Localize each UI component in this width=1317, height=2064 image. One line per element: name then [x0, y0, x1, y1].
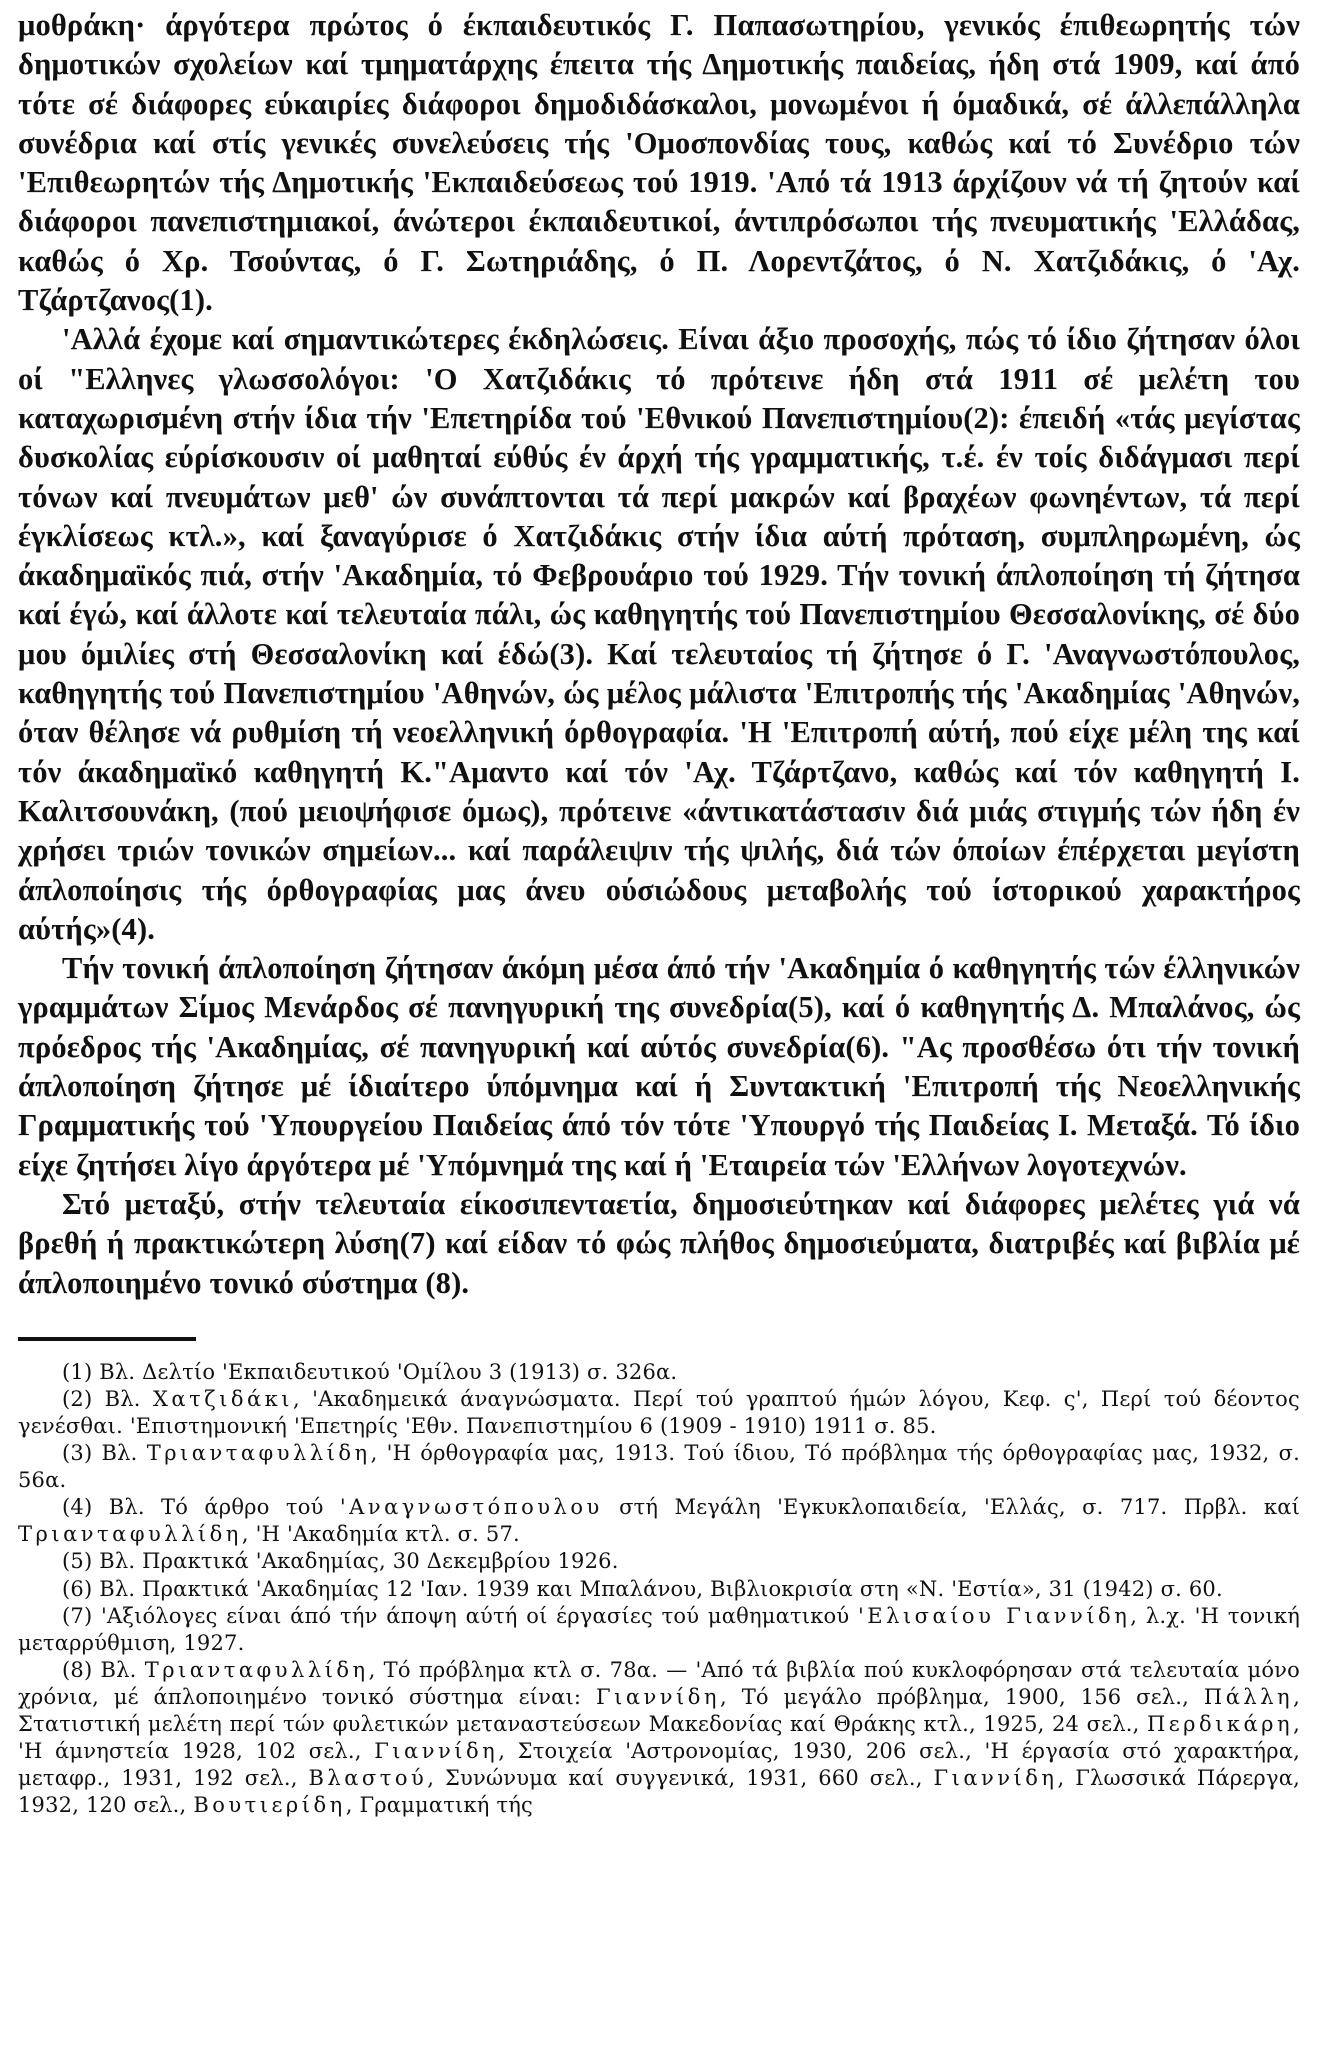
footnote-text: , Στατιστική μελέτη περί τών φυλετικών μεταναστεύσεων Μακεδονίας καί Θράκης κτλ., 1925, 24 σελ.,: [18, 1684, 1300, 1737]
spaced-author-name: Πάλλη: [1203, 1684, 1294, 1709]
spaced-author-name: Γιαννίδη: [933, 1766, 1058, 1791]
footnote: [18, 1657, 1300, 1820]
footnote-mark: (2): [62, 1386, 105, 1411]
spaced-author-name: Τριανταφυλλίδη: [144, 1657, 369, 1682]
footnote-text: Βλ.: [104, 1386, 153, 1411]
footnote-text: Βλ.: [101, 1441, 147, 1466]
footnote-mark: (7): [62, 1603, 102, 1628]
footnote: [18, 1603, 1300, 1657]
footnote-text: Βλ. Τό άρθρο τού: [108, 1495, 340, 1520]
spaced-author-name: Τριανταφυλλίδη: [146, 1441, 371, 1466]
footnote-text: , Γλωσσικά Πάρεργα, 1932, 120 σελ.,: [18, 1766, 1300, 1818]
footnote: [18, 1386, 1300, 1440]
spaced-author-name: 'Αναγνωστόπουλου: [339, 1495, 603, 1520]
footnote-text: , Στοιχεία 'Αστρονομίας, 1930, 206 σελ., 'Η έργασία στό χαρακτήρα, μεταφρ., 1931, 192 σελ.,: [18, 1739, 1300, 1791]
footnote-text: , Γραμματική τής: [345, 1793, 534, 1818]
footnote-text: Βλ. Πρακτικά 'Ακαδημίας 12 'Ιαν. 1939 και Μπαλάνου, Βιβλιοκρισία στη «Ν. 'Εστία», 31 (1942) σ. 60.: [99, 1576, 1223, 1601]
footnote: [18, 1576, 1300, 1603]
footnote-text: , Τό πρόβλημα κτλ σ. 78α. — 'Από τά βιβλία πού κυκλοφόρησαν στά τελευταία μόνο χρόνια, μέ άπλοποιημένο τονικό σύστημα είναι:: [18, 1657, 1300, 1709]
footnote-mark: (6): [62, 1576, 100, 1601]
footnote-text: , 'Η άμνηστεία 1928, 102 σελ.,: [18, 1712, 1300, 1764]
footnote-mark: (5): [62, 1549, 100, 1574]
spaced-author-name: Γιαννίδη: [596, 1684, 720, 1709]
footnote-mark: (3): [62, 1441, 102, 1466]
footnote-mark: (8): [62, 1657, 101, 1682]
footnote-text: , 'Η όρθογραφία μας, 1913. Τού ίδιου, Τό πρόβλημα τής όρθογραφίας μας, 1932, σ. 56α.: [18, 1441, 1300, 1493]
footnotes: [18, 1359, 1300, 1820]
footnote-mark: (4): [62, 1495, 109, 1520]
paragraph: Τήν τονική άπλοποίηση ζήτησαν άκόμη μέσα άπό τήν 'Ακαδημία ό καθηγητής τών έλληνικών γραμμάτων Σίμος Μενάρδος σέ πανηγυρική της συνεδρία(5), καί ό καθηγητής Δ. Μπαλάνος, ώς πρόεδρος τής 'Ακαδημίας, σέ πανηγυρική καί αύτός συνεδρία(6). "Ας προσθέσω ότι τήν τονική άπλοποίηση ζήτησε μέ ίδιαίτερο ύπόμνημα καί ή Συντακτική 'Επιτροπή τής Νεοελληνικής Γραμματικής τού 'Υπουργείου Παιδείας άπό τόν τότε 'Υπουργό τής Παιδείας Ι. Μεταξά. Τό ίδιο είχε ζητήσει λίγο άργότερα μέ 'Υπόμνημά της καί ή 'Εταιρεία τών 'Ελλήνων λογοτεχνών.: [18, 951, 1300, 1182]
footnote-text: , Συνώνυμα καί συγγενικά, 1931, 660 σελ.,: [427, 1766, 934, 1791]
footnote-text: , Τό μεγάλο πρόβλημα, 1900, 156 σελ.,: [720, 1684, 1204, 1709]
footnote: [18, 1494, 1300, 1548]
footnote-separator: [18, 1337, 196, 1341]
spaced-author-name: Βλαστού: [308, 1766, 428, 1791]
footnote-mark: (1): [62, 1359, 100, 1384]
book-page: [18, 6, 1300, 2056]
main-text: [18, 6, 1300, 1303]
spaced-author-name: Χατζιδάκι: [152, 1386, 294, 1411]
footnote-text: Βλ. Δελτίο 'Εκπαιδευτικού 'Ομίλου 3 (1913) σ. 326α.: [99, 1359, 678, 1384]
footnote-text: , λ.χ. 'Η τονική μεταρρύθμιση, 1927.: [18, 1603, 1300, 1655]
footnote-text: Βλ. Πρακτικά 'Ακαδημίας, 30 Δεκεμβρίου 1926.: [99, 1549, 619, 1574]
spaced-author-name: Περδικάρη: [1146, 1712, 1294, 1737]
spaced-author-name: Τριανταφυλλίδη: [18, 1522, 242, 1547]
paragraph: Στό μεταξύ, στήν τελευταία είκοσιπενταετία, δημοσιεύτηκαν καί διάφορες μελέτες γιά νά βρεθή ή πρακτικώτερη λύση(7) καί είδαν τό φώς πλήθος δημοσιεύματα, διατριβές καί βιβλία μέ άπλοποιημένο τονικό σύστημα (8).: [18, 1186, 1300, 1300]
spaced-author-name: Γιαννίδη: [374, 1739, 499, 1764]
footnote-text: Βλ.: [100, 1657, 145, 1682]
paragraph: μοθράκη· άργότερα πρώτος ό έκπαιδευτικός Γ. Παπασωτηρίου, γενικός έπιθεωρητής τών δημοτικών σχολείων καί τμηματάρχης έπειτα τής Δημοτικής παιδείας, ήδη στά 1909, καί άπό τότε σέ διάφορες εύκαιρίες διάφοροι δημοδιδάσκαλοι, μονωμένοι ή όμαδικά, σέ άλλεπάλληλα συνέδρια καί στίς γενικές συνελεύσεις τής 'Ομοσπονδίας τους, καθώς καί τό Συνέδριο τών 'Επιθεωρητών τής Δημοτικής 'Εκπαιδεύσεως τού 1919. 'Από τά 1913 άρχίζουν νά τή ζητούν καί διάφοροι πανεπιστημιακοί, άνώτεροι έκπαιδευτικοί, άντιπρόσωποι τής πνευματικής 'Ελλάδας, καθώς ό Χρ. Τσούντας, ό Γ. Σωτηριάδης, ό Π. Λορεντζάτος, ό Ν. Χατζιδάκις, ό 'Αχ. Τζάρτζανος(1).: [18, 8, 1300, 318]
footnote: [18, 1440, 1300, 1494]
footnote-text: 'Αξιόλογες είναι άπό τήν άποψη αύτή οί έργασίες τού μαθηματικού: [101, 1603, 859, 1628]
footnote-text: στή Μεγάλη 'Εγκυκλοπαιδεία, 'Ελλάς, σ. 717. Πρβλ. καί: [602, 1495, 1301, 1520]
paragraph: 'Αλλά έχομε καί σημαντικώτερες έκδηλώσεις. Είναι άξιο προσοχής, πώς τό ίδιο ζήτησαν όλοι οί "Ελληνες γλωσσολόγοι: 'Ο Χατζιδάκις τό πρότεινε ήδη στά 1911 σέ μελέτη του καταχωρισμένη στήν ίδια τήν 'Επετηρίδα τού 'Εθνικού Πανεπιστημίου(2): έπειδή «τάς μεγίστας δυσκολίας εύρίσκουσιν οί μαθηταί εύθύς έν άρχή τής γραμματικής, τ.έ. έν τοίς διδάγμασι περί τόνων καί πνευμάτων μεθ' ών συνάπτονται τά περί μακρών καί βραχέων φωνηέντων, τά περί έγκλίσεως κτλ.», καί ξαναγύρισε ό Χατζιδάκις στήν ίδια αύτή πρόταση, συμπληρωμένη, ώς άκαδημαϊκός πιά, στήν 'Ακαδημία, τό Φεβρουάριο τού 1929. Τήν τονική άπλοποίηση τή ζήτησα καί έγώ, καί άλλοτε καί τελευταία πάλι, ώς καθηγητής τού Πανεπιστημίου Θεσσαλονίκης, σέ δύο μου όμιλίες στή Θεσσαλονίκη καί έδώ(3). Καί τελευταίος τή ζήτησε ό Γ. 'Αναγνωστόπουλος, καθηγητής τού Πανεπιστημίου 'Αθηνών, ώς μέλος μάλιστα 'Επιτροπής τής 'Ακαδημίας 'Αθηνών, όταν θέλησε νά ρυθμίση τή νεοελληνική όρθογραφία. 'Η 'Επιτροπή αύτή, πού είχε μέλη της καί τόν άκαδημαϊκό καθηγητή Κ."Αμαντο καί τόν 'Αχ. Τζάρτζανο, καθώς καί τόν καθηγητή Ι. Καλιτσουνάκη, (πού μειοψήφισε όμως), πρότεινε «άντικατάστασιν διά μιάς στιγμής τών ήδη έν χρήσει τριών τονικών σημείων... καί παράλειψιν τής ψιλής, διά τών όποίων έπέρχεται μεγίστη άπλοποίησις τής όρθογραφίας μας άνευ ούσιώδους μεταβολής τού ίστορικού χαρακτήρος αύτής»(4).: [18, 322, 1300, 946]
footnote: [18, 1548, 1300, 1575]
footnote-text: , 'Ακαδημεικά άναγνώσματα. Περί τού γραπτού ήμών λόγου, Κεφ. ς', Περί τού δέοντος γενέσθαι. 'Επιστημονική 'Επετηρίς 'Εθν. Πανεπιστημίου 6 (1909 - 1910) 1911 σ. 85.: [18, 1386, 1300, 1438]
spaced-author-name: 'Ελισαίου Γιαννίδη: [858, 1603, 1131, 1628]
footnote: [18, 1359, 1300, 1386]
footnote-text: , 'Η 'Ακαδημία κτλ. σ. 57.: [241, 1522, 520, 1547]
spaced-author-name: Βουτιερίδη: [193, 1793, 346, 1818]
